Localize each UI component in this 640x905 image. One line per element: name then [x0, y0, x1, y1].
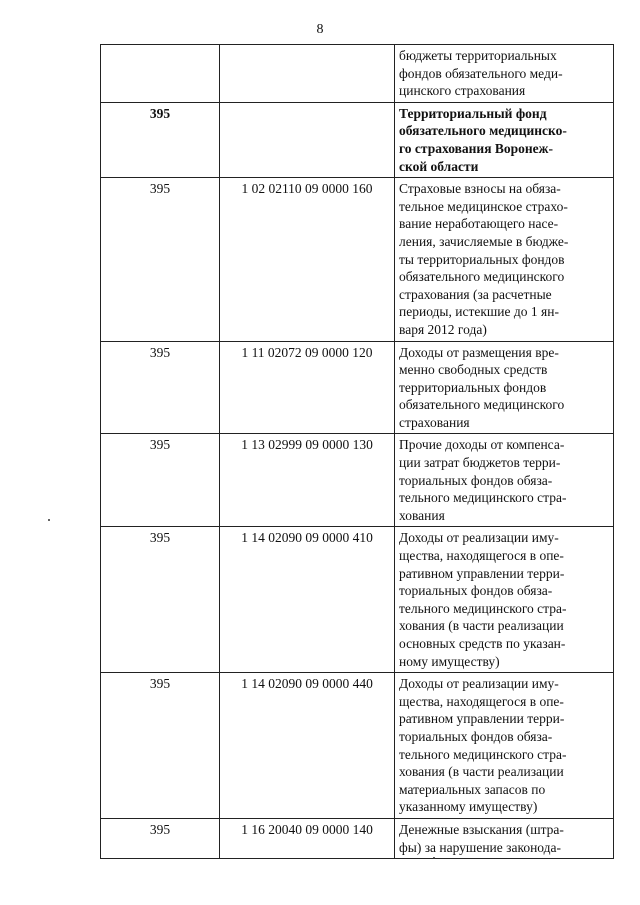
- budget-classification-code-cell: [220, 45, 395, 103]
- revenue-name-cell: Прочие доходы от компенса- ции затрат бюджетов терри- ториальных фондов обяза- тельного медицинского стра- хования: [395, 434, 614, 527]
- scan-speck: [48, 519, 50, 521]
- budget-classification-code-cell: 1 14 02090 09 0000 440: [220, 673, 395, 819]
- admin-code-cell: 395: [101, 673, 220, 819]
- revenue-name-cell: Доходы от реализации иму- щества, находящегося в опе- ративном управлении терри- ториальных фондов обяза- тельного медицинского стра- хования (в части реализации материальных запасов по указанному имуществу): [395, 673, 614, 819]
- revenue-name-cell: бюджеты территориальных фондов обязательного меди- цинского страхования: [395, 45, 614, 103]
- budget-classification-code-cell: 1 16 20040 09 0000 140: [220, 818, 395, 858]
- revenue-name-cell: Денежные взыскания (штра- фы) за нарушение законода-: [395, 818, 614, 858]
- admin-code-cell: 395: [101, 341, 220, 434]
- scan-speck: [433, 857, 435, 859]
- table-row: [101, 527, 614, 673]
- budget-classification-code-cell: 1 11 02072 09 0000 120: [220, 341, 395, 434]
- budget-revenue-table: [100, 44, 614, 859]
- budget-classification-code-cell: [220, 102, 395, 177]
- revenue-name-cell: Доходы от размещения вре- менно свободных средств территориальных фондов обязательного медицинского страхования: [395, 341, 614, 434]
- admin-code-cell: 395: [101, 818, 220, 858]
- admin-code-cell: 395: [101, 434, 220, 527]
- table-row: [101, 341, 614, 434]
- admin-code-cell: 395: [101, 527, 220, 673]
- table-row: [101, 178, 614, 341]
- revenue-name-cell: Территориальный фонд обязательного медицинско- го страхования Воронеж- ской области: [395, 102, 614, 177]
- page-number: 8: [316, 22, 324, 37]
- admin-code-cell: 395: [101, 102, 220, 177]
- admin-code-cell: 395: [101, 178, 220, 341]
- budget-classification-code-cell: 1 14 02090 09 0000 410: [220, 527, 395, 673]
- admin-code-cell: [101, 45, 220, 103]
- budget-classification-code-cell: 1 02 02110 09 0000 160: [220, 178, 395, 341]
- revenue-name-cell: Страховые взносы на обяза- тельное медицинское страхо- вание неработающего насе- ления, зачисляемые в бюдже- ты территориальных фондов обязательного медицинского страхования (за расчетные периоды, истекшие до 1 ян- варя 2012 года): [395, 178, 614, 341]
- table-row-fund-header: [101, 102, 614, 177]
- table-row: [101, 673, 614, 819]
- table-row: [101, 45, 614, 103]
- table-row: [101, 434, 614, 527]
- budget-classification-code-cell: 1 13 02999 09 0000 130: [220, 434, 395, 527]
- revenue-name-cell: Доходы от реализации иму- щества, находящегося в опе- ративном управлении терри- ториальных фондов обяза- тельного медицинского стра- хования (в части реализации основных средств по указан- ному имуществу): [395, 527, 614, 673]
- table-row: [101, 818, 614, 858]
